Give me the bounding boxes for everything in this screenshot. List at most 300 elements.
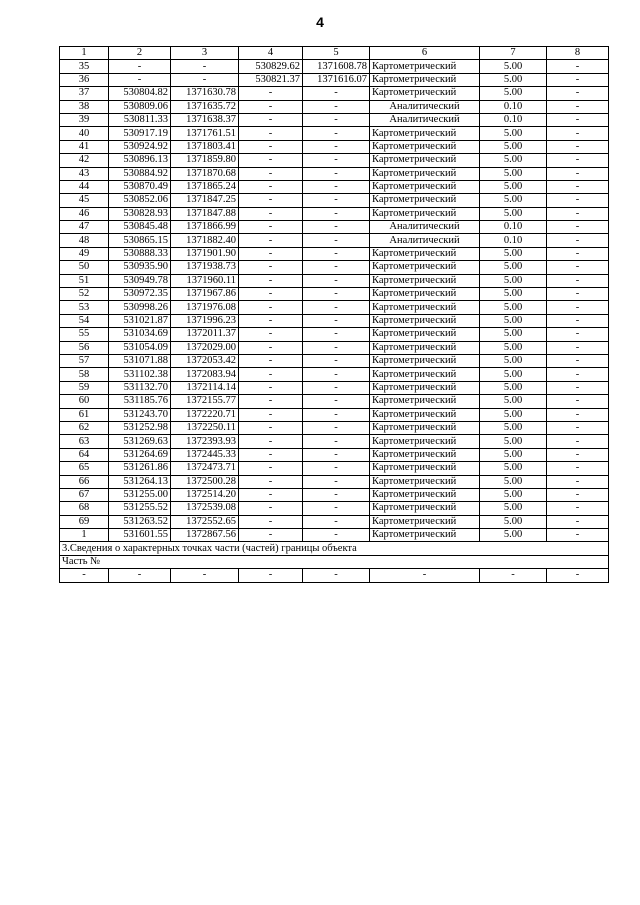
table-cell: Картометрический [370, 247, 480, 260]
table-cell: 530852.06 [109, 194, 171, 207]
table-cell: - [303, 381, 370, 394]
table-cell: 5.00 [480, 408, 547, 421]
table-cell: 1371870.68 [171, 167, 239, 180]
table-cell: - [239, 515, 303, 528]
table-cell: - [239, 87, 303, 100]
column-header: 1 [60, 47, 109, 60]
table-cell: 530917.19 [109, 127, 171, 140]
table-cell: - [239, 328, 303, 341]
table-cell: 5.00 [480, 395, 547, 408]
table-cell: 530924.92 [109, 140, 171, 153]
table-cell: 530821.37 [239, 73, 303, 86]
table-cell: 1371967.86 [171, 288, 239, 301]
table-cell: - [547, 73, 609, 86]
table-cell: - [303, 221, 370, 234]
table-cell: - [239, 274, 303, 287]
table-cell: 1371635.72 [171, 100, 239, 113]
table-cell: 1 [60, 529, 109, 542]
table-cell: - [303, 261, 370, 274]
table-cell: 1371882.40 [171, 234, 239, 247]
section-footer [60, 542, 609, 582]
table-cell: 531034.69 [109, 328, 171, 341]
table-cell: - [547, 529, 609, 542]
table-cell: Картометрический [370, 368, 480, 381]
table-cell: 530804.82 [109, 87, 171, 100]
table-row [60, 234, 609, 247]
part-label-row [60, 555, 609, 568]
table-cell: 531054.09 [109, 341, 171, 354]
table-cell: 5.00 [480, 354, 547, 367]
table-cell: Картометрический [370, 87, 480, 100]
column-header: 6 [370, 47, 480, 60]
table-cell: - [303, 100, 370, 113]
table-cell: - [547, 381, 609, 394]
column-header: 7 [480, 47, 547, 60]
table-cell: 1371938.73 [171, 261, 239, 274]
table-cell: 69 [60, 515, 109, 528]
table-cell: 530870.49 [109, 180, 171, 193]
table-cell: 531132.70 [109, 381, 171, 394]
table-row [60, 87, 609, 100]
table-cell: 5.00 [480, 87, 547, 100]
table-cell: - [547, 234, 609, 247]
part-label: Часть № [60, 555, 609, 568]
table-cell: 68 [60, 502, 109, 515]
table-cell: 531243.70 [109, 408, 171, 421]
table-cell: 5.00 [480, 421, 547, 434]
table-cell: Картометрический [370, 180, 480, 193]
table-cell: 37 [60, 87, 109, 100]
table-cell: - [239, 127, 303, 140]
table-row [60, 140, 609, 153]
table-cell: Картометрический [370, 127, 480, 140]
table-cell: - [547, 488, 609, 501]
table-cell: 5.00 [480, 247, 547, 260]
table-cell: Картометрический [370, 462, 480, 475]
table-cell: - [547, 515, 609, 528]
table-cell: 531021.87 [109, 314, 171, 327]
table-cell: - [239, 113, 303, 126]
table-row [60, 100, 609, 113]
table-cell: Картометрический [370, 435, 480, 448]
table-cell: 531261.86 [109, 462, 171, 475]
table-cell: 530998.26 [109, 301, 171, 314]
table-cell: - [303, 140, 370, 153]
table-cell: Картометрический [370, 140, 480, 153]
table-cell: 1371803.41 [171, 140, 239, 153]
table-cell: - [239, 502, 303, 515]
table-cell: 1371638.37 [171, 113, 239, 126]
table-cell: 1372445.33 [171, 448, 239, 461]
table-cell: 531252.98 [109, 421, 171, 434]
table-cell: - [303, 435, 370, 448]
table-cell: Картометрический [370, 314, 480, 327]
table-cell: 530829.62 [239, 60, 303, 73]
table-cell: 531255.00 [109, 488, 171, 501]
table-cell: - [547, 194, 609, 207]
table-row [60, 381, 609, 394]
table-cell: 1372155.77 [171, 395, 239, 408]
section-title-row [60, 542, 609, 555]
table-cell: - [239, 488, 303, 501]
table-cell: 531263.52 [109, 515, 171, 528]
table-cell: - [303, 354, 370, 367]
table-cell: 531102.38 [109, 368, 171, 381]
table-body [60, 60, 609, 542]
table-cell: Картометрический [370, 154, 480, 167]
table-row [60, 288, 609, 301]
table-row [60, 113, 609, 126]
table-cell: - [547, 154, 609, 167]
table-cell: 0.10 [480, 221, 547, 234]
table-cell: 530972.35 [109, 288, 171, 301]
table-cell: 530809.06 [109, 100, 171, 113]
table-cell: - [239, 221, 303, 234]
table-cell: - [547, 314, 609, 327]
table-row [60, 207, 609, 220]
table-cell: - [303, 408, 370, 421]
table-row [60, 301, 609, 314]
table-cell: 59 [60, 381, 109, 394]
table-cell: - [239, 408, 303, 421]
table-row [60, 408, 609, 421]
page-number: 4 [316, 14, 324, 30]
table-cell: - [547, 113, 609, 126]
table-cell: 1371976.08 [171, 301, 239, 314]
table-cell: - [109, 60, 171, 73]
table-row [60, 368, 609, 381]
table-row [60, 462, 609, 475]
column-header: 4 [239, 47, 303, 60]
table-cell: - [370, 569, 480, 582]
table-cell: 5.00 [480, 341, 547, 354]
table-cell: 40 [60, 127, 109, 140]
table-cell: - [547, 462, 609, 475]
table-cell: 1371960.11 [171, 274, 239, 287]
table-cell: 39 [60, 113, 109, 126]
table-cell: 43 [60, 167, 109, 180]
table-cell: 1372220.71 [171, 408, 239, 421]
table-cell: - [303, 314, 370, 327]
table-row [60, 180, 609, 193]
table-row [60, 261, 609, 274]
table-cell: 5.00 [480, 274, 547, 287]
table-cell: 530949.78 [109, 274, 171, 287]
table-cell: - [547, 408, 609, 421]
table-cell: - [303, 234, 370, 247]
table-cell: - [547, 180, 609, 193]
table-cell: 58 [60, 368, 109, 381]
table-cell: 5.00 [480, 435, 547, 448]
table-cell: 1372250.11 [171, 421, 239, 434]
table-cell: Картометрический [370, 529, 480, 542]
table-cell: 38 [60, 100, 109, 113]
table-cell: 46 [60, 207, 109, 220]
table-row [60, 328, 609, 341]
table-cell: - [239, 301, 303, 314]
table-cell: - [303, 529, 370, 542]
table-cell: - [547, 127, 609, 140]
table-cell: 65 [60, 462, 109, 475]
table-cell: Картометрический [370, 73, 480, 86]
table-cell: 5.00 [480, 529, 547, 542]
table-cell: - [547, 475, 609, 488]
table-cell: - [239, 395, 303, 408]
table-cell: 5.00 [480, 462, 547, 475]
table-cell: - [303, 488, 370, 501]
table-cell: 5.00 [480, 127, 547, 140]
table-cell: - [239, 435, 303, 448]
table-cell: 5.00 [480, 261, 547, 274]
table-cell: - [547, 167, 609, 180]
table-cell: 61 [60, 408, 109, 421]
table-cell: 1371616.07 [303, 73, 370, 86]
table-cell: - [303, 368, 370, 381]
table-cell: - [239, 381, 303, 394]
table-cell: 531269.63 [109, 435, 171, 448]
table-row [60, 435, 609, 448]
table-cell: 42 [60, 154, 109, 167]
table-cell: 5.00 [480, 301, 547, 314]
table-cell: - [239, 154, 303, 167]
table-cell: - [239, 207, 303, 220]
table-cell: 1372552.65 [171, 515, 239, 528]
table-cell: - [303, 301, 370, 314]
table-cell: 1371847.25 [171, 194, 239, 207]
table-cell: 49 [60, 247, 109, 260]
table-cell: 5.00 [480, 328, 547, 341]
table-cell: 5.00 [480, 502, 547, 515]
table-cell: - [547, 328, 609, 341]
table-cell: 1371608.78 [303, 60, 370, 73]
table-cell: 1372514.20 [171, 488, 239, 501]
table-cell: Картометрический [370, 381, 480, 394]
table-cell: 531264.69 [109, 448, 171, 461]
table-row [60, 221, 609, 234]
table-cell: 1371847.88 [171, 207, 239, 220]
table-cell: 60 [60, 395, 109, 408]
table-cell: 530935.90 [109, 261, 171, 274]
table-cell: 0.10 [480, 113, 547, 126]
table-cell: Картометрический [370, 328, 480, 341]
table-cell: 530865.15 [109, 234, 171, 247]
table-cell: 36 [60, 73, 109, 86]
table-cell: 530888.33 [109, 247, 171, 260]
table-cell: 57 [60, 354, 109, 367]
table-cell: 35 [60, 60, 109, 73]
table-cell: Картометрический [370, 395, 480, 408]
table-cell: - [547, 140, 609, 153]
table-cell: 1372539.08 [171, 502, 239, 515]
table-cell: - [239, 354, 303, 367]
table-cell: Картометрический [370, 475, 480, 488]
table-cell: - [547, 354, 609, 367]
table-cell: - [239, 421, 303, 434]
table-cell: - [303, 502, 370, 515]
table-cell: 56 [60, 341, 109, 354]
table-cell: 530828.93 [109, 207, 171, 220]
table-cell: 1372500.28 [171, 475, 239, 488]
table-cell: 531264.13 [109, 475, 171, 488]
table-cell: - [239, 314, 303, 327]
table-cell: 5.00 [480, 207, 547, 220]
table-cell: 530845.48 [109, 221, 171, 234]
table-cell: - [303, 462, 370, 475]
table-cell: - [303, 515, 370, 528]
table-cell: - [239, 247, 303, 260]
table-cell: 0.10 [480, 234, 547, 247]
table-cell: - [547, 247, 609, 260]
table-cell: 5.00 [480, 60, 547, 73]
table-cell: 1371901.90 [171, 247, 239, 260]
table-cell: - [60, 569, 109, 582]
column-header: 8 [547, 47, 609, 60]
table-cell: - [303, 328, 370, 341]
table-cell: Аналитический [370, 113, 480, 126]
table-cell: - [171, 73, 239, 86]
table-cell: - [239, 368, 303, 381]
table-cell: - [303, 448, 370, 461]
table-cell: 1371866.99 [171, 221, 239, 234]
table-cell: - [239, 167, 303, 180]
table-cell: Картометрический [370, 448, 480, 461]
table-cell: - [239, 288, 303, 301]
table-cell: - [547, 207, 609, 220]
table-row [60, 354, 609, 367]
table-cell: - [239, 448, 303, 461]
table-cell: 48 [60, 234, 109, 247]
table-cell: - [303, 180, 370, 193]
table-cell: 1372867.56 [171, 529, 239, 542]
table-cell: 1372473.71 [171, 462, 239, 475]
table-cell: 530811.33 [109, 113, 171, 126]
table-cell: 41 [60, 140, 109, 153]
table-cell: - [303, 167, 370, 180]
table-cell: - [547, 569, 609, 582]
table-cell: 5.00 [480, 180, 547, 193]
table-cell: Аналитический [370, 221, 480, 234]
table-cell: - [239, 140, 303, 153]
table-cell: - [239, 475, 303, 488]
table-cell: - [239, 194, 303, 207]
table-cell: - [239, 261, 303, 274]
table-cell: - [547, 221, 609, 234]
section-title: 3.Сведения о характерных точках части (частей) границы объекта [60, 542, 609, 555]
table-cell: 531071.88 [109, 354, 171, 367]
table-cell: 5.00 [480, 368, 547, 381]
table-cell: 47 [60, 221, 109, 234]
table-cell: - [547, 288, 609, 301]
table-cell: - [547, 87, 609, 100]
table-cell: 52 [60, 288, 109, 301]
table-cell: - [547, 261, 609, 274]
table-cell: - [303, 341, 370, 354]
table-cell: - [303, 274, 370, 287]
table-cell: 1371859.80 [171, 154, 239, 167]
table-row [60, 154, 609, 167]
table-cell: - [239, 529, 303, 542]
table-cell: - [547, 100, 609, 113]
table-cell: 531601.55 [109, 529, 171, 542]
table-cell: 5.00 [480, 154, 547, 167]
table-cell: 5.00 [480, 381, 547, 394]
table-cell: Картометрический [370, 207, 480, 220]
table-row [60, 421, 609, 434]
table-cell: 1372011.37 [171, 328, 239, 341]
table-row [60, 529, 609, 542]
table-cell: 1371996.23 [171, 314, 239, 327]
table-cell: - [171, 60, 239, 73]
table-cell: 530896.13 [109, 154, 171, 167]
table-cell: - [239, 462, 303, 475]
table-cell: - [109, 569, 171, 582]
table-cell: - [547, 395, 609, 408]
table-cell: 54 [60, 314, 109, 327]
table-cell: 44 [60, 180, 109, 193]
table-cell: Аналитический [370, 234, 480, 247]
table-cell: 5.00 [480, 167, 547, 180]
table-cell: 531185.76 [109, 395, 171, 408]
table-cell: - [239, 569, 303, 582]
table-row [60, 488, 609, 501]
table-cell: Картометрический [370, 408, 480, 421]
table-cell: 50 [60, 261, 109, 274]
table-cell: Картометрический [370, 167, 480, 180]
table-cell: - [547, 274, 609, 287]
table-cell: 45 [60, 194, 109, 207]
table-cell: - [547, 60, 609, 73]
empty-part-row [60, 569, 609, 582]
table-cell: - [239, 341, 303, 354]
table-cell: 5.00 [480, 488, 547, 501]
table-cell: 63 [60, 435, 109, 448]
table-cell: 5.00 [480, 73, 547, 86]
column-header: 3 [171, 47, 239, 60]
table-cell: 1371630.78 [171, 87, 239, 100]
table-cell: - [303, 207, 370, 220]
table-cell: - [303, 113, 370, 126]
table-cell: Картометрический [370, 421, 480, 434]
table-row [60, 502, 609, 515]
table-row [60, 395, 609, 408]
table-cell: Картометрический [370, 502, 480, 515]
table-cell: - [109, 73, 171, 86]
table-row [60, 448, 609, 461]
table-cell: Картометрический [370, 341, 480, 354]
table-cell: - [239, 100, 303, 113]
table-cell: 1372393.93 [171, 435, 239, 448]
table-cell: 62 [60, 421, 109, 434]
table-cell: - [547, 502, 609, 515]
table-row [60, 247, 609, 260]
table-cell: Картометрический [370, 194, 480, 207]
table-cell: - [547, 421, 609, 434]
table-cell: 5.00 [480, 448, 547, 461]
table-cell: - [547, 341, 609, 354]
table-row [60, 341, 609, 354]
table-cell: - [547, 301, 609, 314]
table-row [60, 167, 609, 180]
table-row [60, 515, 609, 528]
column-header: 2 [109, 47, 171, 60]
table-cell: - [303, 87, 370, 100]
table-cell: 55 [60, 328, 109, 341]
table-cell: Картометрический [370, 288, 480, 301]
table-cell: 1371761.51 [171, 127, 239, 140]
table-cell: 51 [60, 274, 109, 287]
table-cell: 66 [60, 475, 109, 488]
table-cell: 1372029.00 [171, 341, 239, 354]
